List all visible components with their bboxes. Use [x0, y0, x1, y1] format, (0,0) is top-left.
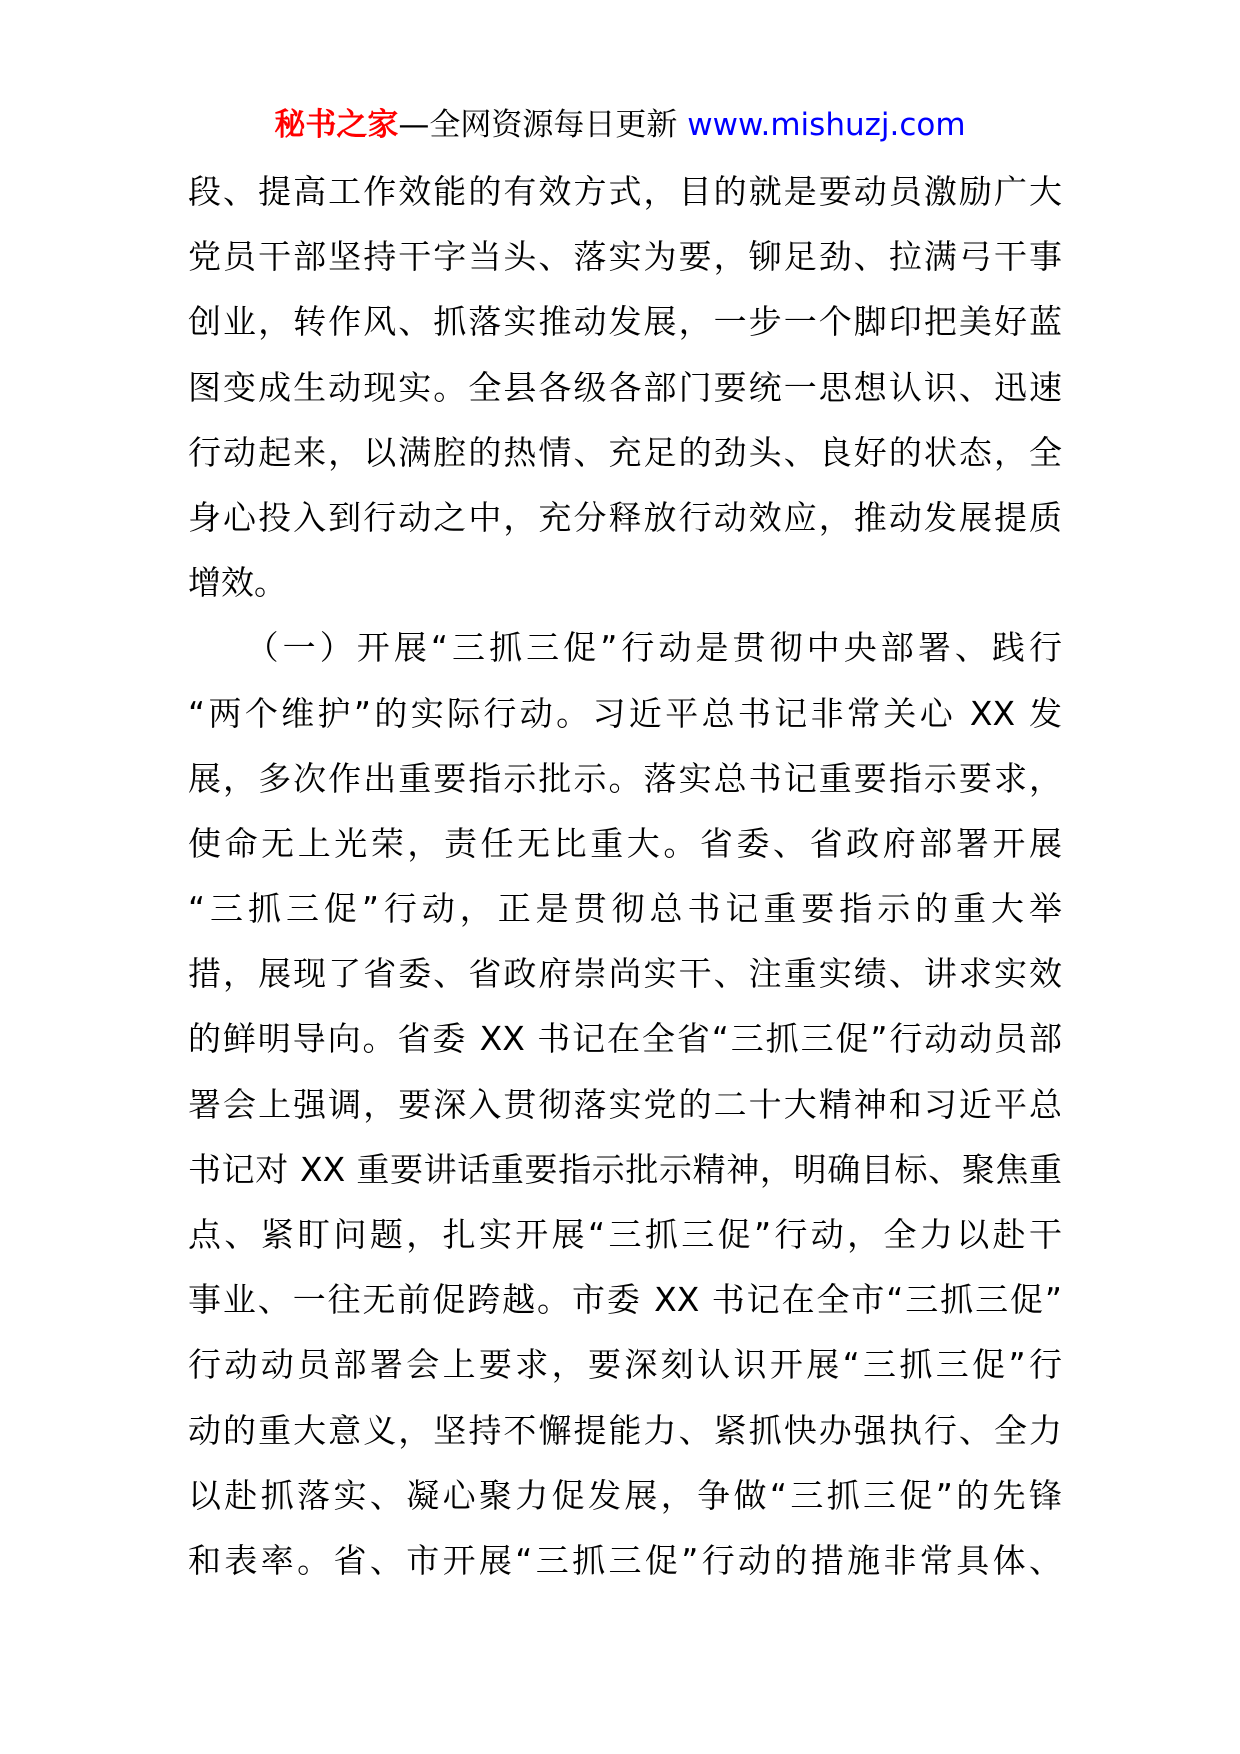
- body-line: 署会上强调，要深入贯彻落实党的二十大精神和习近平总: [188, 1084, 1062, 1124]
- body-line: 创业，转作风、抓落实推动发展，一步一个脚印把美好蓝: [188, 302, 1062, 342]
- body-line: 的鲜明导向。省委 XX 书记在全省“三抓三促”行动动员部: [188, 1019, 1062, 1059]
- body-line: 段、提高工作效能的有效方式，目的就是要动员激励广大: [188, 172, 1062, 211]
- body-line: 措，展现了省委、省政府崇尚实干、注重实绩、讲求实效: [188, 954, 1062, 994]
- body-line: 增效。: [188, 563, 287, 603]
- body-line: 事业、一往无前促跨越。市委 XX 书记在全市“三抓三促”: [188, 1280, 1062, 1320]
- body-line: 行动动员部署会上要求，要深刻认识开展“三抓三促”行: [188, 1345, 1062, 1385]
- body-line: 身心投入到行动之中，充分释放行动效应，推动发展提质: [188, 497, 1062, 537]
- body-line: 以赴抓落实、凝心聚力促发展，争做“三抓三促”的先锋: [188, 1475, 1062, 1515]
- body-line: 图变成生动现实。全县各级各部门要统一思想认识、迅速: [188, 367, 1062, 407]
- document-body: [188, 159, 1062, 1593]
- body-line: 和表率。省、市开展“三抓三促”行动的措施非常具体、: [188, 1540, 1062, 1580]
- section-heading-line: （一）开展“三抓三促”行动是贯彻中央部署、践行: [188, 628, 1062, 668]
- site-tagline: —全网资源每日更新: [398, 107, 688, 143]
- body-line: 书记对 XX 重要讲话重要指示批示精神，明确目标、聚焦重: [188, 1149, 1062, 1189]
- site-brand: 秘书之家: [274, 107, 399, 143]
- body-line: 展，多次作出重要指示批示。落实总书记重要指示要求，: [188, 758, 1062, 798]
- site-header: [0, 98, 1240, 152]
- body-line: “三抓三促”行动，正是贯彻总书记重要指示的重大举: [188, 889, 1062, 929]
- body-line: 动的重大意义，坚持不懈提能力、紧抓快办强执行、全力: [188, 1410, 1062, 1450]
- site-url-link[interactable]: www.mishuzj.com: [687, 107, 966, 143]
- body-line: 行动起来，以满腔的热情、充足的劲头、良好的状态，全: [188, 432, 1062, 472]
- body-line: 点、紧盯问题，扎实开展“三抓三促”行动，全力以赴干: [188, 1215, 1062, 1254]
- body-line: 党员干部坚持干字当头、落实为要，铆足劲、拉满弓干事: [188, 237, 1062, 277]
- body-line: “两个维护”的实际行动。习近平总书记非常关心 XX 发: [188, 693, 1062, 733]
- body-line: 使命无上光荣，责任无比重大。省委、省政府部署开展: [188, 823, 1062, 863]
